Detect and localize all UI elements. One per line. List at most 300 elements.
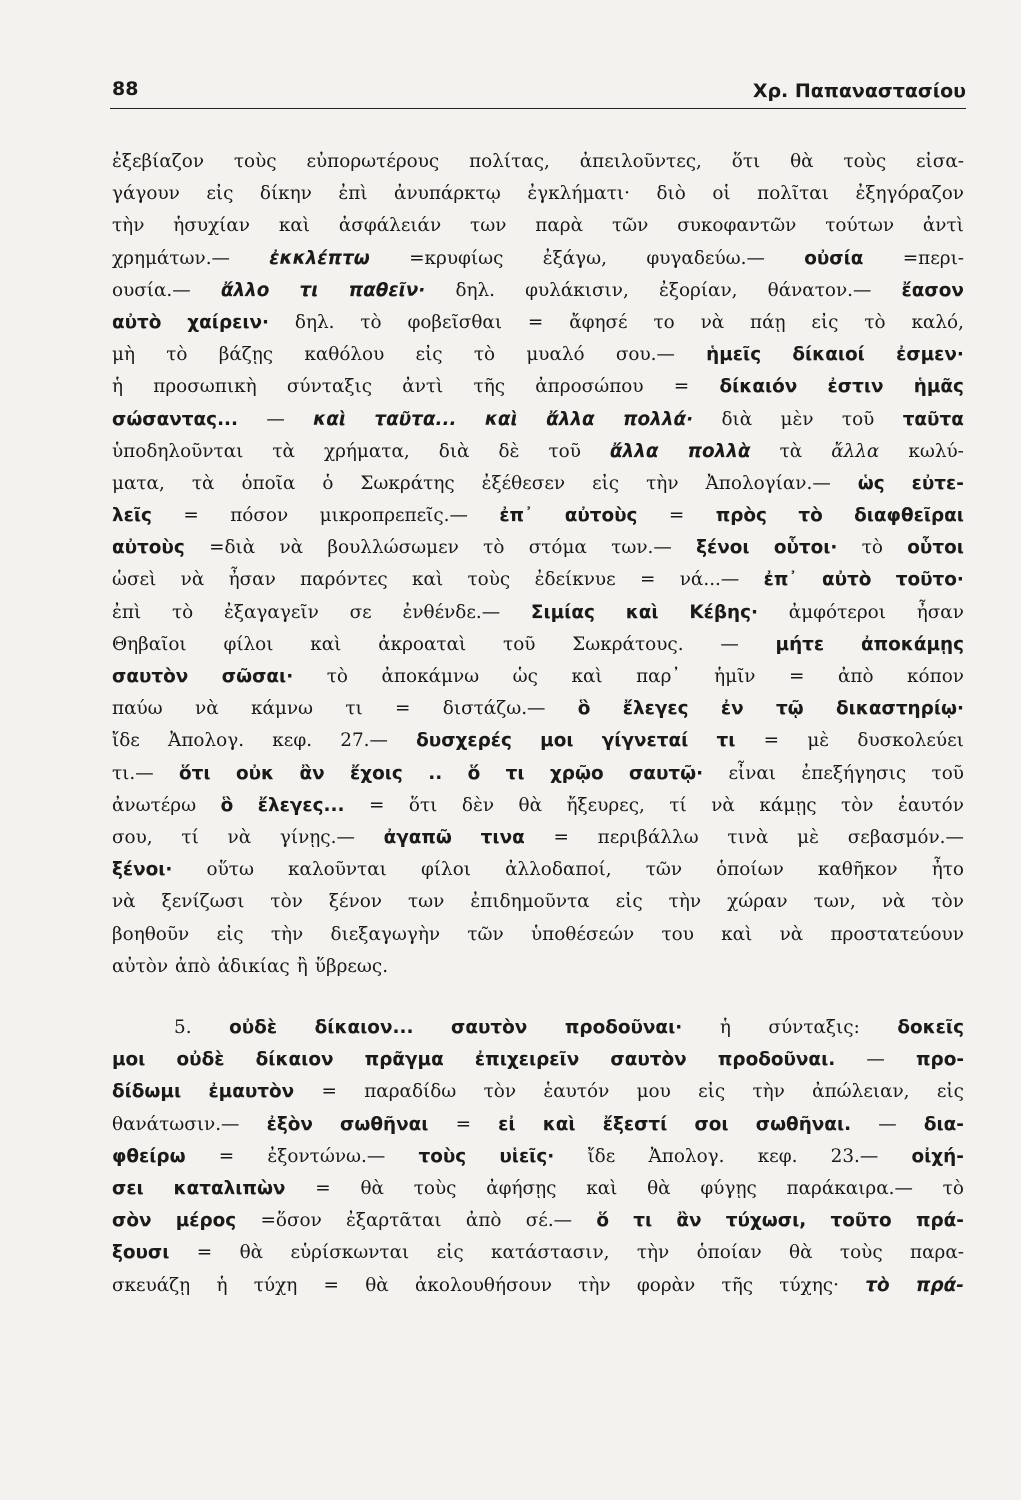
text-word: σαυτὸν (112, 666, 189, 687)
text-word: τὰ (779, 440, 803, 462)
text-word: τὸν (841, 794, 874, 816)
text-word: τὴν (270, 923, 304, 945)
text-word: ἐξορίαν, (658, 279, 738, 301)
text-word: μοι (540, 730, 574, 752)
page-header (110, 76, 966, 109)
text-word: σώσαντας... (112, 408, 239, 430)
text-word: δηλ. (294, 311, 335, 333)
text-line (112, 339, 964, 371)
text-word: σαυτὸν (451, 1017, 528, 1038)
text-word: ὁποῖα (241, 472, 296, 494)
text-word: ματα, (112, 472, 165, 494)
text-word: πολλὰ (687, 440, 751, 462)
text-word: τὰ (191, 472, 215, 494)
text-word: = (455, 1113, 471, 1135)
text-word: κάμνω (250, 698, 313, 720)
text-word: μέρος (175, 1210, 237, 1232)
text-word: ὅτι (408, 794, 438, 816)
text-word: πρὸς (715, 505, 767, 527)
text-word: τῆς (721, 1274, 754, 1296)
text-word: = (668, 505, 685, 527)
text-word: σύνταξις: (768, 1017, 860, 1038)
text-word: δυσκολεύει (857, 730, 964, 752)
text-word: δίκαιον (255, 1049, 334, 1071)
text-word: οὐκ (235, 762, 275, 784)
text-word: τι (716, 730, 736, 752)
text-word: νὰ (279, 537, 304, 559)
text-word: παρ᾽ (636, 666, 681, 687)
text-word: ὃ (577, 698, 591, 720)
text-word: ὡς (857, 472, 885, 494)
text-word: τῶν (645, 859, 683, 881)
text-word: σωθῆναι. (755, 1113, 852, 1135)
text-word: ἀποκάμνω (381, 666, 480, 687)
text-word: 27.— (340, 730, 388, 752)
text-word: μὲ (807, 730, 830, 752)
text-word: ἐγκλήματι· (527, 183, 630, 205)
text-word: — (878, 1113, 897, 1135)
text-word: τοὺς (413, 1177, 457, 1199)
text-word: εἶναι (728, 762, 777, 784)
text-word: εὐτε- (911, 472, 964, 494)
text-word: τὸ (942, 1177, 964, 1199)
text-word: εἰς (592, 472, 620, 494)
text-line (112, 822, 964, 854)
text-word: τὸ (864, 311, 886, 333)
text-word: ὁ (322, 472, 334, 494)
text-word: τὸ (865, 1274, 890, 1296)
text-word: δυσχερές (416, 730, 512, 752)
text-word: παρα- (910, 1242, 964, 1264)
text-word: = (639, 569, 656, 591)
text-line (112, 1044, 964, 1076)
text-word: πρά- (915, 1274, 964, 1296)
text-word: .. (428, 762, 443, 784)
text-word: τοῦτο (830, 1210, 892, 1232)
text-word: θὰ (647, 1177, 671, 1199)
text-word: ἂν (299, 762, 325, 784)
text-word: ἐξέθεσεν (481, 472, 566, 494)
text-word: μὲν (780, 408, 814, 430)
text-word: χώραν (727, 891, 788, 913)
text-line (112, 146, 964, 178)
text-word: καὶ (313, 408, 347, 430)
text-word: ξένοι (696, 537, 750, 559)
text-word: = (369, 794, 385, 816)
text-line (112, 243, 964, 275)
text-word: Σιμίας (530, 601, 595, 623)
text-word: ἢ (296, 955, 308, 977)
text-word: οὗτοι· (773, 537, 838, 559)
text-word: = (673, 376, 690, 398)
text-word: = (321, 1081, 337, 1103)
text-word: πρᾶγμα (364, 1049, 444, 1071)
text-word: πολλά· (623, 408, 694, 430)
text-word: ἐξοντώνω.— (267, 1145, 386, 1167)
text-word: τὸν (931, 891, 964, 913)
text-word: ἀπροσώπου (535, 376, 644, 398)
text-word: παθεῖν· (348, 279, 426, 301)
text-word: καὶ (412, 569, 444, 591)
text-word: μὴ (112, 344, 135, 366)
text-word: τινὰ (727, 826, 769, 848)
text-word: ἐπεξήγησις (801, 762, 907, 784)
text-line (112, 1205, 964, 1237)
text-word: διστάζω.— (442, 698, 546, 720)
text-word: ἦσαν (228, 569, 276, 591)
text-word: θὰ (789, 1242, 813, 1264)
text-word: τὴν (636, 1242, 670, 1264)
text-word: τὸ (360, 311, 382, 333)
text-word: ἐνθένδε.— (402, 601, 501, 623)
text-word: ουσία.— (112, 279, 191, 301)
text-word: παράκαιρα.— (786, 1177, 913, 1199)
text-word: στόμα (528, 537, 587, 559)
text-word: ὅτι (731, 151, 761, 172)
text-word: τὸ (326, 666, 348, 687)
text-word: ἄλλο (220, 279, 270, 301)
text-word: ἀνυπάρκτῳ (394, 183, 501, 205)
text-word: προστατεύουν (830, 923, 964, 945)
text-word: ἀπὸ (465, 1210, 502, 1232)
text-word: κεφ. (272, 730, 313, 752)
text-word: ἀπειλοῦντες, (579, 151, 702, 172)
text-word: ἀσφάλειάν (338, 215, 442, 237)
text-word: εἰσα- (916, 151, 964, 172)
text-word: τύχη (253, 1274, 298, 1296)
text-line (112, 597, 964, 629)
text-word: ἐπιχειρεῖν (474, 1049, 580, 1071)
text-word: σου, (112, 826, 153, 848)
text-word: βουλλώσωμεν (327, 537, 459, 559)
text-word: ξένον (328, 891, 382, 913)
text-word: δίκαιόν (719, 376, 798, 398)
text-word: ἤξευρες, (566, 794, 645, 816)
text-word: τι (345, 698, 363, 720)
text-word: διὰ (721, 408, 753, 430)
text-word: χρημάτων.— (112, 247, 230, 269)
text-word: προδοῦναι. (717, 1049, 836, 1071)
text-word: ἀποκάμῃς (860, 633, 964, 655)
text-word: εὑρίσκωνται (290, 1242, 410, 1264)
text-word: χρήματα, (323, 440, 410, 462)
text-word: ἔλεγες... (257, 794, 345, 816)
text-word: νὰ (195, 698, 219, 720)
text-line (112, 1076, 964, 1108)
text-word: τί (181, 826, 199, 848)
text-word: τοὺς (233, 151, 277, 172)
text-word: ὑποθέσεών (530, 923, 635, 945)
text-word: ἦσαν (916, 601, 964, 623)
text-word: τοὺς (839, 1242, 883, 1264)
text-word: ἄλλα (831, 440, 880, 462)
commentary-paragraph-1 (112, 146, 964, 983)
text-word: — (720, 633, 739, 655)
text-word: παρόντες (300, 569, 388, 591)
text-line (112, 1237, 964, 1269)
text-word: = (196, 1242, 213, 1264)
text-word: τὸ (166, 344, 188, 366)
text-word: ἐξὸν (266, 1113, 313, 1135)
text-word: αὐτοὺς (564, 505, 638, 527)
commentary-paragraph-2 (112, 1012, 964, 1302)
text-word: τοὺς (418, 1145, 467, 1167)
text-word: ἀντὶ (922, 215, 964, 237)
text-word: κεφ. (757, 1145, 798, 1167)
text-word: μου (636, 1081, 671, 1103)
text-word: τὴν (668, 891, 702, 913)
text-word: του (661, 923, 694, 945)
text-word: διεξαγωγὴν (330, 923, 441, 945)
text-word: ἐν (720, 698, 744, 720)
text-line (112, 886, 964, 918)
text-line (112, 629, 964, 661)
text-word: Ἀπολογίαν.— (705, 472, 831, 494)
text-word: φύγῃς (700, 1177, 757, 1199)
text-word: θὰ (790, 151, 814, 172)
text-word: Σωκράτους. (572, 633, 684, 655)
text-word: δίκαιοί (792, 344, 865, 366)
text-word: φορὰν (636, 1274, 696, 1296)
text-word: τὸ (861, 537, 883, 559)
text-word: πρά- (915, 1210, 964, 1232)
text-word: των (470, 215, 507, 237)
text-word: καὶ (278, 215, 310, 237)
text-word: εἰς (216, 923, 244, 945)
text-word: κωλύ- (908, 440, 964, 462)
text-word: φοβεῖσθαι (407, 311, 503, 333)
text-word: ἀντὶ (402, 376, 444, 398)
text-word: καὶ (586, 1177, 618, 1199)
text-word: υἱεῖς· (499, 1145, 555, 1167)
text-word: ἀγαπῶ (383, 826, 452, 848)
page-number: 88 (112, 78, 139, 100)
text-word: ἐδείκνυε (534, 569, 616, 591)
text-word: ἦτο (931, 859, 964, 881)
text-word: νὰ (112, 891, 136, 913)
text-word: ἄλλα (609, 440, 659, 462)
text-word: διὸ (656, 183, 686, 205)
text-word: γάγουν (112, 183, 180, 205)
text-word: τοῦ (503, 633, 536, 655)
text-word: ἐξαρτᾶται (346, 1210, 442, 1232)
text-word: ἡμῖν (714, 666, 756, 687)
text-word: φυγαδεύω.— (646, 247, 765, 269)
text-word: ἔλεγες (622, 698, 689, 720)
text-word: τύχωσι, (725, 1210, 807, 1232)
text-word: ξένοι· (112, 859, 173, 881)
text-word: — (866, 1049, 885, 1071)
text-word: καὶ (484, 408, 518, 430)
text-word: ἔχοις (350, 762, 403, 784)
text-word: ἴδε (587, 1145, 616, 1167)
text-word: 23.— (830, 1145, 879, 1167)
text-word: οὐσία (804, 247, 864, 269)
text-word: ὡς (512, 666, 538, 687)
text-word: εἰς (698, 1081, 726, 1103)
running-head: Χρ. Παπαναστασίου (752, 80, 966, 102)
text-word: σύνταξις (286, 376, 373, 398)
text-word: νὰ (779, 923, 804, 945)
text-line (112, 307, 964, 339)
text-word: σκευάζῃ (112, 1274, 191, 1296)
text-word: θάνατον.— (767, 279, 872, 301)
text-word: φθείρω (112, 1145, 186, 1167)
text-word: πολίτας, (469, 151, 550, 172)
text-word: μυαλό (526, 344, 585, 366)
text-word: συκοφαντῶν (677, 215, 797, 237)
text-word: ἐξαγαγεῖν (224, 601, 319, 623)
text-word: βοηθοῦν (112, 923, 190, 945)
text-word: αὐτὸ (821, 569, 872, 591)
text-line (112, 758, 964, 790)
text-word: = (218, 1145, 235, 1167)
text-word: προ- (916, 1049, 964, 1071)
text-word: τι (505, 762, 525, 784)
text-word: φυλάκισιν, (525, 279, 629, 301)
text-word: γίνῃς.— (279, 826, 355, 848)
text-line (112, 1173, 964, 1205)
text-word: καὶ (542, 1113, 576, 1135)
text-word: = (553, 826, 569, 848)
text-word: ὃ (220, 794, 234, 816)
text-word: διὰ (438, 440, 470, 462)
text-word: θὰ (239, 1242, 264, 1264)
text-word: καλοῦνται (288, 859, 387, 881)
text-word: τοῦ (841, 408, 875, 430)
text-word: ὕβρεως. (314, 955, 389, 977)
text-word: ξουσι (112, 1242, 170, 1264)
text-word: οἱ (712, 183, 731, 205)
text-word: καθῆκον (817, 859, 898, 881)
text-word: παύω (112, 698, 163, 720)
text-line (112, 1270, 964, 1302)
text-line (112, 919, 964, 951)
text-word: ταῦτα (902, 408, 964, 430)
text-word: =περι- (902, 247, 964, 269)
text-word: εἰς (415, 344, 443, 366)
text-word: τὴν (112, 215, 145, 237)
text-word: ἐσμεν· (896, 344, 964, 366)
text-word: μὲ (797, 826, 819, 848)
text-word: καὶ (571, 666, 603, 687)
text-line (112, 1012, 964, 1044)
text-word: θὰ (365, 1274, 389, 1296)
text-word: οὕτω (206, 859, 254, 881)
text-word: κάμῃς (759, 794, 817, 816)
text-word: προσωπικὴ (153, 376, 257, 398)
text-word: το (653, 311, 675, 333)
text-word: καὶ (625, 601, 659, 623)
text-word: πάῃ (750, 311, 786, 333)
text-word: ἐπ᾽ (763, 569, 798, 591)
text-word: δίδωμι (112, 1081, 182, 1103)
text-word: ἀμφότεροι (788, 601, 886, 623)
text-word: γίγνεταί (601, 730, 689, 752)
text-word: ἂν (676, 1210, 702, 1232)
text-word: μικροπρεπεῖς.— (319, 505, 468, 527)
text-word: =διὰ (209, 537, 256, 559)
text-word: ἑαυτόν (897, 794, 964, 816)
text-word: ἡμεῖς (706, 344, 762, 366)
text-word: τοῦ (931, 762, 964, 784)
text-word: ἔασον (901, 279, 964, 301)
text-word: καὶ (721, 923, 753, 945)
text-word: εὐπορωτέρους (306, 151, 440, 172)
text-word: ἀπώλειαν, (812, 1081, 910, 1103)
text-word: παραδίδω (364, 1081, 457, 1103)
text-line (112, 210, 964, 242)
text-word: ἐστιν (827, 376, 884, 398)
text-word: πόσον (230, 505, 289, 527)
text-word: σου.— (615, 344, 675, 366)
text-word: ἀκολουθήσουν (414, 1274, 552, 1296)
text-word: = (789, 666, 805, 687)
text-word: λεῖς (112, 505, 152, 527)
text-line (112, 178, 964, 210)
text-word: Σωκράτης (360, 472, 455, 494)
text-word: ἔξεστί (602, 1113, 668, 1135)
text-word: ἐπιδημοῦντα (470, 891, 590, 913)
text-word: ἐπὶ (112, 601, 142, 623)
text-word: ἐξεβίαζον (112, 151, 205, 172)
text-word: δίκαιον... (314, 1017, 414, 1038)
text-word: κατάστασιν, (491, 1242, 610, 1264)
text-word: ἡ (112, 376, 124, 398)
text-word: τὸν (270, 891, 303, 913)
text-word: τὸ (473, 344, 496, 366)
text-word: τοῦ (548, 440, 581, 462)
text-line (112, 532, 964, 564)
text-word: ἐπ᾽ (499, 505, 534, 527)
text-word: εἰς (811, 311, 839, 333)
text-word: ἐμαυτὸν (208, 1081, 295, 1103)
text-line (112, 468, 964, 500)
text-word: τι (633, 1210, 653, 1232)
text-word: προδοῦναι· (564, 1017, 683, 1038)
text-word: ἴδε (112, 730, 140, 752)
text-word: = (763, 730, 780, 752)
text-word: ξενίζωσι (161, 891, 245, 913)
text-word: χρῷο (549, 762, 604, 784)
text-line (112, 564, 964, 596)
text-word: μήτε (775, 633, 825, 655)
text-word: ἀφήσῃς (486, 1177, 557, 1199)
text-word: — (266, 408, 285, 430)
text-word: ἐξηγόραζον (855, 183, 964, 205)
text-word: τοῦτο· (895, 569, 964, 591)
text-word: καὶ (310, 633, 342, 655)
text-word: τοὺς (843, 151, 887, 172)
text-word: Ἀπολογ. (648, 1145, 725, 1167)
text-word: των.— (611, 537, 672, 559)
text-word: σέ.— (525, 1210, 573, 1232)
text-word: σει (112, 1177, 144, 1199)
text-line (112, 500, 964, 532)
text-word: τὸν (483, 1081, 517, 1103)
text-word: = (527, 311, 544, 333)
text-word: ἐπὶ (338, 183, 368, 205)
text-word: θὰ (518, 794, 543, 816)
text-word: τι.— (112, 762, 154, 784)
text-word: Κέβης· (689, 601, 758, 623)
text-word: =κρυφίως (409, 247, 504, 269)
text-word: 5. (174, 1017, 192, 1038)
text-word: Ἀπολογ. (168, 730, 245, 752)
text-line (112, 854, 964, 886)
text-word: ἡ (719, 1017, 731, 1038)
text-word: καθόλου (304, 344, 385, 366)
